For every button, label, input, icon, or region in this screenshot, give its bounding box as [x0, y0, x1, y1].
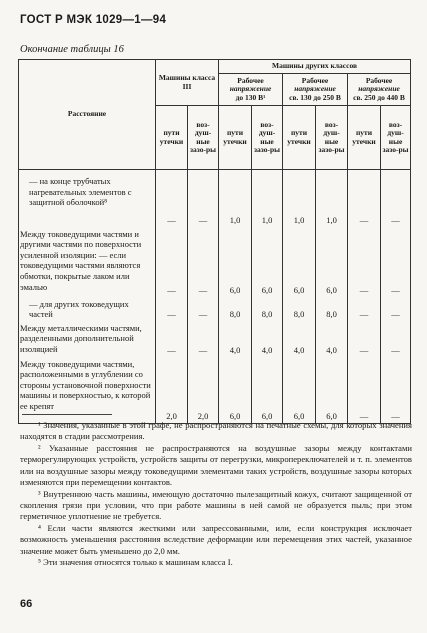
footnote: ⁵ Эти значения относятся только к машинам класса I. [38, 557, 233, 568]
footnote: ¹ Значения, указанные в этой графе, не распространяются на печатные схемы, для которых значения находятся в стадии рассмотрения. [20, 420, 412, 442]
cell: — [156, 322, 188, 358]
header-leak-3: пути утечки [283, 106, 316, 170]
cell: — [156, 298, 188, 322]
cell: — [381, 298, 411, 322]
header-distance: Расстояние [19, 60, 156, 170]
table-caption: Окончание таблицы 16 [20, 44, 124, 55]
cell: — [381, 322, 411, 358]
cell: 1,0 [219, 170, 252, 228]
cell: — [348, 228, 381, 298]
footnote: ⁴ Если части являются жесткими или запрессованными, или, если конструкция исключает возможность уменьшения расстояния вследствие деформации или перемещения этих частей, указанное значение может быть уменьшено до 2,0 мм. [20, 522, 412, 556]
cell: 6,0 [283, 358, 316, 424]
cell: 6,0 [252, 228, 283, 298]
cell: 6,0 [316, 228, 348, 298]
table-row [19, 298, 411, 322]
header-leak-4: пути утечки [348, 106, 381, 170]
cell: 8,0 [252, 298, 283, 322]
cell: 4,0 [219, 322, 252, 358]
row-description: — на конце трубчатых нагревательных элементов с защитной оболочкой⁸ [19, 170, 156, 228]
cell: 4,0 [252, 322, 283, 358]
table-row [19, 228, 411, 298]
cell: 1,0 [252, 170, 283, 228]
row-description: — для других токоведущих частей [19, 298, 156, 322]
cell: — [381, 170, 411, 228]
cell: 4,0 [283, 322, 316, 358]
header-class3: Машины класса III [156, 60, 219, 106]
cell: — [156, 228, 188, 298]
cell: 6,0 [219, 228, 252, 298]
cell: — [348, 170, 381, 228]
cell: — [348, 322, 381, 358]
cell: 8,0 [283, 298, 316, 322]
cell: 1,0 [316, 170, 348, 228]
header-leak-1: пути утечки [156, 106, 188, 170]
cell: — [188, 298, 219, 322]
header-air-4: воз-душ-ные зазо-ры [381, 106, 411, 170]
table-row [19, 322, 411, 358]
page-number: 66 [20, 598, 33, 610]
cell: — [348, 298, 381, 322]
cell: 2,0 [156, 358, 188, 424]
header-air-2: воз-душ-ные зазо-ры [252, 106, 283, 170]
cell: 8,0 [219, 298, 252, 322]
row-description: Между токоведущими частями, расположенными в углублении со стороны установочной поверхности машины и поверхностью, к которой ее крепят [19, 358, 156, 424]
header-voltage-130: Рабочее напряжение до 130 В¹ [219, 74, 283, 106]
cell: 2,0 [188, 358, 219, 424]
cell: 1,0 [283, 170, 316, 228]
cell: — [348, 358, 381, 424]
cell: 6,0 [316, 358, 348, 424]
header-other-classes: Машины других классов [219, 60, 411, 74]
cell: 6,0 [252, 358, 283, 424]
cell: 6,0 [283, 228, 316, 298]
header-voltage-440: Рабочее напряжение св. 250 до 440 В [348, 74, 411, 106]
footnote: ³ Внутреннюю часть машины, имеющую достаточно пылезащитный кожух, считают защищенной от скопления грязи при условии, что при работе машины в ней самой не образуется пыль; при этом герметичное уплотнение не требуется. [20, 488, 412, 522]
cell: — [188, 322, 219, 358]
header-air-3: воз-душ-ные зазо-ры [316, 106, 348, 170]
cell: — [381, 358, 411, 424]
row-description: Между металлическими частями, разделенными дополнительной изоляцией [19, 322, 156, 358]
document-header: ГОСТ Р МЭК 1029—1—94 [20, 14, 167, 26]
cell: 6,0 [219, 358, 252, 424]
header-leak-2: пути утечки [219, 106, 252, 170]
header-voltage-250: Рабочее напряжение св. 130 до 250 В [283, 74, 348, 106]
footnote-divider [22, 414, 112, 415]
footnotes [20, 420, 412, 568]
cell: — [381, 228, 411, 298]
cell: — [188, 228, 219, 298]
cell: 8,0 [316, 298, 348, 322]
cell: — [188, 170, 219, 228]
footnote: ² Указанные расстояния не распространяются на воздушные зазоры между контактами терморегулирующих устройств, устройств защиты от перегрузки, микропереключателей и т. п. элементов или на воздушные зазоры между токоведущими элементами таких устройств, воздушные зазоры которых изменяются при перемещении контактов. [20, 442, 412, 488]
row-description: Между токоведущими частями и другими частями по поверхности усиленной изоляции: — если токоведущими частями являются обмотки, покрытые лаком или эмалью [19, 228, 156, 298]
cell: 4,0 [316, 322, 348, 358]
cell: — [156, 170, 188, 228]
table-row [19, 170, 411, 228]
clearance-table [18, 59, 411, 424]
header-air-1: воз-душ-ные зазо-ры [188, 106, 219, 170]
